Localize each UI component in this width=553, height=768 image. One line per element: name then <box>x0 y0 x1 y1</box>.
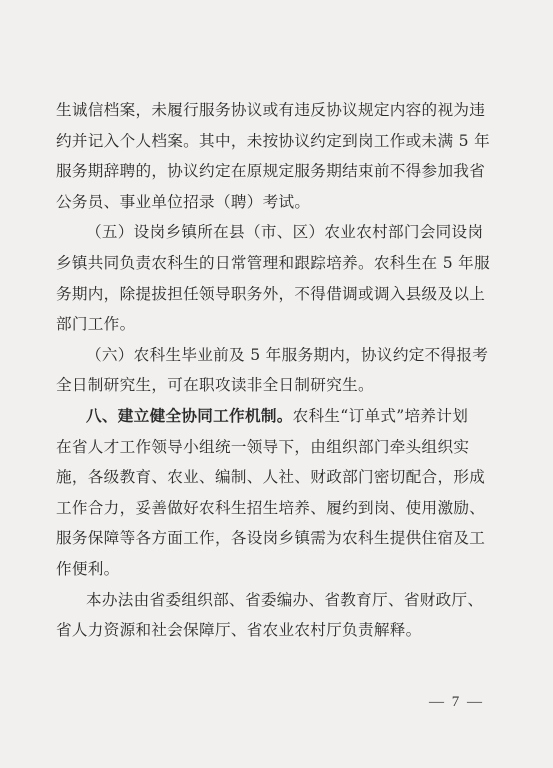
body-line: 全日制研究生，可在职攻读非全日制研究生。 <box>56 376 374 394</box>
body-line: 施，各级教育、农业、编制、人社、财政部门密切配合，形成 <box>56 468 486 486</box>
body-line: 公务员、事业单位招录（聘）考试。 <box>56 193 311 211</box>
section-8-line <box>86 405 502 427</box>
body-line: 约并记入个人档案。其中，未按协议约定到岗工作或未满 5 年 <box>56 132 490 150</box>
body-line: 乡镇共同负责农科生的日常管理和跟踪培养。农科生在 5 年服 <box>56 254 490 272</box>
body-line: 服务保障等各方面工作，各设岗乡镇需为农科生提供住宿及工 <box>56 529 486 547</box>
body-line: 作便利。 <box>56 560 120 578</box>
body-line: 部门工作。 <box>56 315 136 333</box>
paragraph-6-line: （六）农科生毕业前及 5 年服务期内，协议约定不得报考 <box>86 346 489 364</box>
section-text: 农科生“订单式”培养计划 <box>292 407 469 425</box>
paragraph-5-line: （五）设岗乡镇所在县（市、区）农业农村部门会同设岗 <box>86 223 484 241</box>
body-line: 在省人才工作领导小组统一领导下，由组织部门牵头组织实 <box>56 438 470 456</box>
body-line: 务期内，除提拔担任领导职务外，不得借调或调入县级及以上 <box>56 285 486 303</box>
body-line: 生诚信档案，未履行服务协议或有违反协议规定内容的视为违 <box>56 101 486 119</box>
closing-line: 省人力资源和社会保障厅、省农业农村厅负责解释。 <box>56 621 422 639</box>
section-heading: 八、建立健全协同工作机制。 <box>86 407 293 425</box>
page-number: — 7 — <box>429 694 484 710</box>
closing-line: 本办法由省委组织部、省委编办、省教育厅、省财政厅、 <box>86 591 484 609</box>
body-line: 工作合力，妥善做好农科生招生培养、履约到岗、使用激励、 <box>56 499 486 517</box>
body-line: 服务期辞聘的，协议约定在原规定服务期结束前不得参加我省 <box>56 162 486 180</box>
